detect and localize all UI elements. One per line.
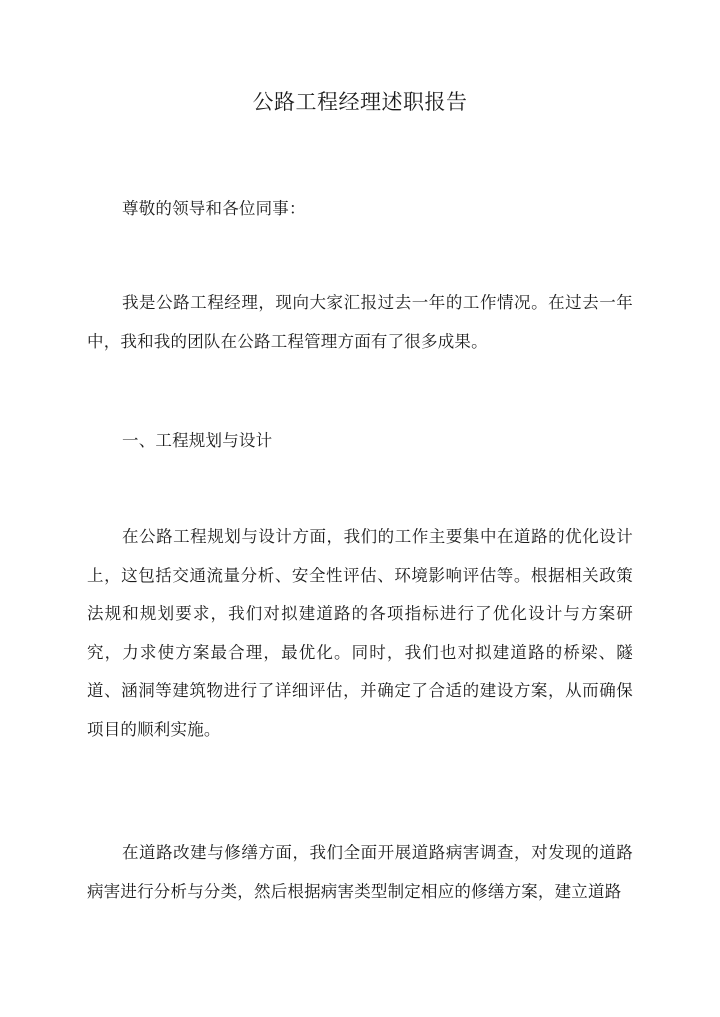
document-title: 公路工程经理述职报告 [252, 90, 468, 114]
design-paragraph: 在公路工程规划与设计方面，我们的工作主要集中在道路的优化设计上，这包括交通流量分析、安全性评估、环境影响评估等。根据相关政策法规和规划要求，我们对拟建道路的各项指标进行了优化设计与方案研究，力求使方案最合理，最优化。同时，我们也对拟建道路的桥梁、隧道、涵洞等建筑物进行了详细评估，并确定了合适的建设方案，从而确保项目的顺利实施。 [87, 527, 633, 739]
intro-paragraph: 我是公路工程经理，现向大家汇报过去一年的工作情况。在过去一年中，我和我的团队在公路工程管理方面有了很多成果。 [87, 293, 633, 351]
section-heading: 一、工程规划与设计 [122, 431, 273, 450]
salutation-paragraph: 尊敬的领导和各位同事： [122, 199, 306, 218]
repair-paragraph: 在道路改建与修缮方面，我们全面开展道路病害调查，对发现的道路病害进行分析与分类，然后根据病害类型制定相应的修缮方案，建立道路 [87, 843, 633, 901]
